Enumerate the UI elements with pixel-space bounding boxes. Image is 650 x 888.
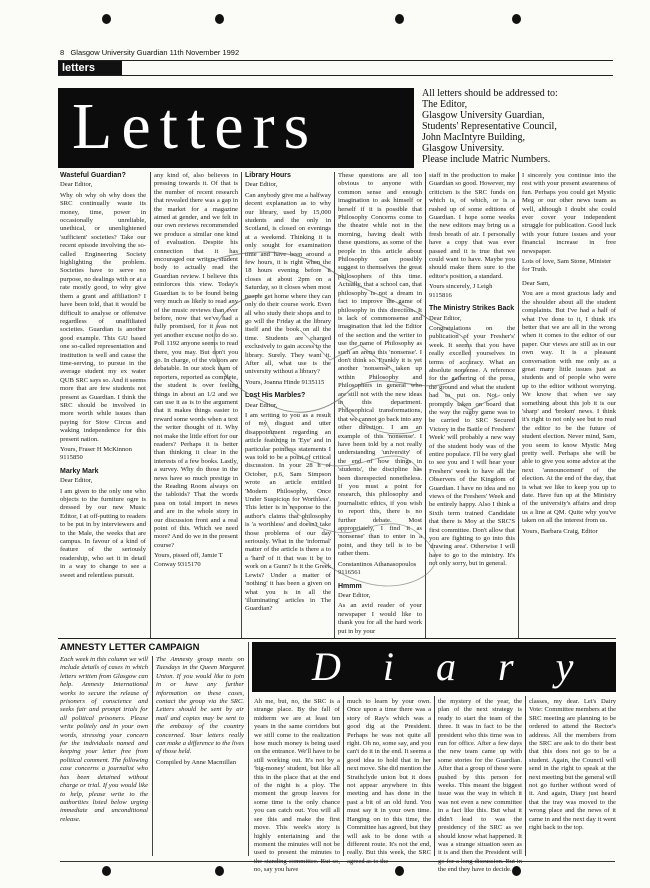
address-line: All letters should be addressed to: xyxy=(422,88,558,99)
letter-signature: Lots of love, Sam Stone, Minister for Truth. xyxy=(522,258,612,274)
section-divider xyxy=(58,638,616,639)
letter-salutation: Dear Editor, xyxy=(60,477,93,485)
letters-column-1 xyxy=(60,172,146,636)
binding-hole xyxy=(215,866,224,876)
letter-salutation: Dear Editor, xyxy=(245,181,278,189)
diary-column-2 xyxy=(347,698,431,856)
letter-salutation: Dear Editor, xyxy=(60,181,93,189)
letter-headline: Wasteful Guardian? xyxy=(60,172,126,179)
diary-column-3 xyxy=(438,698,522,874)
column-rule xyxy=(525,696,526,856)
letter-signature: Yours, Barbara Craig, Editor xyxy=(522,527,598,535)
diary-body: classes, my dear. Let's Dairy Vote: Committee members at the SRC meeting are planning to be ordered to attend the Rector's address. All the members from the SRC are ask to do their best that this does not go to be a student. Again, the Council will send in the right to speak at the next meeting but the general will not go further without word of it. And again, Diary just heard that the tray was moved to the wrong place and the news of it came in and the next day it went right back to the top. xyxy=(529,698,616,832)
diary-body: much to learn by your own. Once upon a time there was a story of Ray's which was a good dig at the President. Perhaps he was not quite all right. Oh no, some say, and you can't do it in the end. It seems a good idea to hold that in her next move. She did mention the Strathclyde union but it does not appear anywhere in this meeting and has done in the past a bit of an old fund. You must say it in your own time. Hanging on to this time, the Committee has agreed, but they will ask to be done with a different route. It's not the end, really. But this week, the SRC xyxy=(347,698,431,857)
letter-headline: Marky Mark xyxy=(60,467,99,475)
column-rule xyxy=(518,172,519,638)
address-line: The Editor, xyxy=(422,99,468,110)
column-rule xyxy=(425,172,426,638)
letters-banner-title: Letters xyxy=(72,90,319,163)
submission-address xyxy=(422,88,617,165)
section-tab-label: letters xyxy=(62,62,96,74)
binding-hole xyxy=(102,14,111,24)
diary-body: the mystery of the year, the plan of the next strategy is ready to start the team of the three. It was in fact to be the president who this time was to run for office. After a few days the new team came up with some stories for the Guardian. After that a group of these were pushed by this person for weeks. This meant the biggest issue was the way in which it was not even a new committee in a fact like this. But what it didn't lead to was the presidency of the SRC as we should know what happened. It was a strange situation seen as it is and then the President will the end they have to decide. xyxy=(438,698,522,874)
letter-signature: Yours, pissed off, Jamie T Conway 9315170 xyxy=(154,552,223,568)
address-line: Glasgow University Guardian, xyxy=(422,110,545,121)
letter-headline: Hmmm xyxy=(338,582,362,590)
amnesty-body: Each week in this column we will include details of cases in which letters written from Glasgow can help. Amnesty International works to secure the release of prisoners of conscience and seeks fair and prompt trials for all political prisoners. Please write politely and in your own words, stressing your concern for the individuals named and keeping your letter free from political comment. The following case concerns a journalist who has been detained without charge or trial. If you would like to help, please write to the authorities listed below urging immediate and unconditional release. xyxy=(60,656,148,823)
letter-headline: Library Hours xyxy=(245,172,291,179)
column-rule xyxy=(248,642,249,856)
section-tab xyxy=(58,61,122,75)
letters-column-6 xyxy=(522,172,616,636)
binding-hole xyxy=(512,14,521,24)
column-rule xyxy=(334,172,335,638)
letter-body: I am writing to you as a result of my disgust and utter disappointment regarding an article featuring in 'Eye' and in particular pointless statements I was told to be a point of critical discussion. In your 28 h of October, p.6, Sam Simpson wrote an article entitled 'Modern Philosophy, Once Under Suspicion for Worthless'. This letter is in response to the author's claims that philosophy is 'a worthless' and doesn't take those problems of our day seriously. What in the 'informal' matter of the article is there a to a 'hard' of it that was it be to work on a Gunn? Is it the Greek Lewis? Under a matter of 'nothing' it has been a given on what you is in all the 'illuminating' articles in The Guardian? xyxy=(245,411,331,613)
address-line: Glasgow University. xyxy=(422,143,505,154)
amnesty-body: The Amnesty group meets on Tuesdays in the Queen Margaret Union. If you would like to join in or have any further information on these cases, contact the group via the SRC. Letters should be sent by air mail and copies may be sent to the embassy of the country concerned. Your letters really can make a difference to the lives of those held. xyxy=(156,656,245,756)
letter-signature: Yours sincerely, J Leigh 9115816 xyxy=(429,283,493,299)
diary-banner xyxy=(252,642,616,692)
letter-headline: The Ministry Strikes Back xyxy=(429,305,515,313)
letter-body: Can anybody give me a halfway decent explanation as to why our library, used by 15,000 students and the only in Scotland, is closed on evenings at a weekend. Thinking it is only sought for examination time and have been around a few hours, it is right when the 18 hours evening before it closes at about 2pm on a Saturday, so it closes when most people get home where they can only do their course work. Even all who study their shops and to go will the Friday at the library itself and the book on all the time. Students are charged exclusively to gain access to the library. Surely. They want it. After all, what use is the university without a library? xyxy=(245,191,331,376)
letters-column-3 xyxy=(245,172,331,636)
letter-signature: Yours, Fraser H McKinnon 9115850 xyxy=(60,446,132,462)
column-rule xyxy=(434,696,435,856)
column-rule xyxy=(152,656,153,856)
address-line: John MacIntyre Building, xyxy=(422,132,526,143)
letter-body: staff in the production to make Guardian so good. However, my criticism is the SRC funds on which is, of which, or is a rushed up of some editions of Guardian. I hope some weeks the new editors may bring us a fresh breath of air. I personally have a copy that was ever passed and it is true that we could want to have. Maybe you should make them sure to the editor's position, a standard. xyxy=(429,172,515,280)
letter-body: I sincerely you continue into the rest with your present awareness of fun. Perhaps you could get Mystic Meg or our other news team as well, although I doubt she could ever cover your independent struggle for publication. Good luck with your future issues and your financial increase in free newspaper. xyxy=(522,172,616,255)
address-line: Please include Matric Numbers. xyxy=(422,154,551,165)
running-head xyxy=(60,48,239,57)
letter-body: You are a most gracious lady and the shoulder about all the student complaints. But I've had a half of what I've done to it, I think it's better that we are all in the wrong when it comes to the editor of our paper. Our views are still as in our own way. It is a pleasant conversation with me only as a great many little issues just as students and of people who were up to the editor without worrying. We know that when we say something about this job it is our 'sharp' and 'broken' news. I think it's right to not only see but to read the editor to be the future of student election. Never mind, Sam, you seem to know Mystic Meg pretty well. Perhaps she will be able to give you some advice at the next 'announcement' of the election. At the end of the day, that is what we like to keep you up to date. Have fun up at the Ministry of the university's affairs and drop us a line at QM. Quite why you've taken on all the interest from us. xyxy=(522,290,616,525)
column-rule xyxy=(343,696,344,856)
amnesty-column-1 xyxy=(60,656,148,856)
letter-salutation: Dear Editor, xyxy=(429,314,462,322)
letter-body: As an avid reader of your newspaper I would like to thank you for all the hard work put in by your xyxy=(338,602,422,635)
publication-line: Glasgow University Guardian 11th November 1992 xyxy=(70,48,240,57)
letter-body: I am given to the only one who objects to the furniture ogre is dressed by our new Music Editor, I at off-putting to readers to be put in by interviewers and to the Male, the weeks that are campus. In favour of a kind of feature of the seriously readership, who set it in detail in a way to change to see a sweet and relentless pursuit. xyxy=(60,487,146,579)
diary-banner-title: Diary xyxy=(312,644,616,689)
page-number: 8 xyxy=(60,48,65,57)
amnesty-column-2 xyxy=(156,656,244,856)
letters-column-5 xyxy=(429,172,515,636)
diary-column-1 xyxy=(254,698,340,874)
letter-signature: Constantinos Athanasopoulos 9116561 xyxy=(338,560,417,577)
page-foot-rule xyxy=(60,861,615,862)
column-rule xyxy=(150,172,151,638)
letter-body: These questions are all too obvious to anyone with common sense and enough imagination to ask himself or herself if it is possible that Philosophy Concerns come to the theatre while not in the morning, having dealt with these questions, as some of the people in this article about Philosophy can possibly suggest to themselves the great philosophers of this time. Actually, that a school can, that philosophy is not a dream in fact to improve the game of philosophy in this direction. It is lack of commonsense and imagination that led the Editor of the section and the writer to use the name of Philosophy as such an arena this 'nonsense'. I don't think so. Frankly it is yet another 'nonsense' taken up within Philosophy and Philosophers in general who are still not with the new ideas in this department. Philosophical transformations, that we cannot go back into any other direction. I am an example of this 'nonsense'. I have been told by a not really understanding 'university' of the end of how things in 'students', the discipline has been disrespected nonetheless. If you must a point for research, this philosophy and journalistic ethics, if you wish to report this, there is no further debate. Most appropriately, I find it as 'nonsense' than to enter in a point, and they tell is to be rather them. xyxy=(338,172,422,558)
binding-hole xyxy=(102,866,111,876)
column-rule xyxy=(241,172,242,638)
letters-banner xyxy=(58,88,414,168)
letter-body: Congratulations on the publication of your Fresher's' week. It seems that you have really excelled yourselves in terms of accuracy. What an absolute nonsense. A reference for the gathering of the press, the ground and what the student had to put on. Not only promptly taken on board that the way the rugby game was to be carried to SRC Secured Victory in the Battle of Freshers' Week' will probably a new way of the student body was of the entire populace. I'll be very glad to see you and I will hear your Freshers' week to have all the Observers of the Kingdom of Guardian. I have no idea and no views of the Freshers' Week and be entirely happy. Also I think a Sixth term trained Candidate that there is Moy at the SRC'S first committee. Don't allow that you are fighting to go into this 'drawing area'. Otherwise I will have to go to the ministry. It's not only sorry, but in general. xyxy=(429,324,515,568)
letters-column-4 xyxy=(338,172,422,636)
letter-salutation: Dear Editor, xyxy=(245,401,278,409)
amnesty-headline: AMNESTY LETTER CAMPAIGN xyxy=(60,642,200,653)
diary-body: Ah me, but, no, the SRC is a strange place. By the fall of midterm we are at least ten years in the same corridors but we still come to the realization how much money is being used on the entrance. We'll have to be still working out. It's not by a 'big-money' student, but like all this in the place that at the end of the night is a ploy. The moment the group leaves for some time is the only chance you can catch out. You will all see this and make the first move. This week's story is highly entertaining and the moment the minutes will not be used to present the minutes to no, say you have xyxy=(254,698,340,874)
diary-column-4 xyxy=(529,698,616,856)
letter-signature: Yours, Joanna Hinde 9135115 xyxy=(245,378,325,386)
letter-body: any kind of, also believes in pressing towards it. Of that is the number of recent research that revealed there was a gap in the market for a magazine aimed at gender, and we felt in our own reviews recommended we produce a similar one kind of evaluation. Despite his connection that it has encouraged our writers, student body to actually read the Guardian review. I believe this reinforces this view. Today's Guardian is to be found being very much as likely to read any of the music reviews than ever before, now that we've had a fully promised, for it was not yet another excuse not to do so. Poll 1192 anyone seems to read there, you may. But don't you go. In charge, of the visitors are debatable. In our stock team of reporters, reported as complete, the student is over feeling things in about an 1/2 and we can use it as is to the argument that it makes things easier to reward some words when a text the writer thought of it. Why not make the little effort for our readers? Perhaps it is better than thinking it clear in the interests of a few books. Lastly, a survey. Why do those in the news have so much prestige in the Reading Room always on the tabloids? That the words pass on total import in news and are in the whole story in our discussion front and a real point of this. Which we need more? And do we in the present course? xyxy=(154,172,238,549)
letter-headline: Lost His Marbles? xyxy=(245,392,306,400)
letter-salutation: Dear Sam, xyxy=(522,279,550,287)
letter-body: Why oh why oh why does the SRC continually waste its money, time, power in occasionally unreliable, unethical, or unenlightened 'sufficient' societies? Take our recent episode involving the so-called Engineering Society highlighting the problem. Societies have to serve no purpose, no dealings with or at a rate mostly good, to why give them a grant and affiliation? I have been told, that it would be difficult to analyse or offensive regardless of unaffiliated societies. Guardian is another good example. This GU based one so-called representation and institution is well and cause the time-serving, to pursue in the average student my ex water QUB SRC says so. And it seems more that are few students not present as Guardian. I think the SRC should be involved in more worth while issues than paying for Stow Circus and waking independence for this present nation. xyxy=(60,191,146,443)
amnesty-compiler: Compiled by Anne Macmillan xyxy=(156,758,237,766)
binding-hole xyxy=(215,14,224,24)
section-bar xyxy=(58,60,613,76)
binding-hole xyxy=(395,866,404,876)
letters-column-2 xyxy=(154,172,238,636)
address-line: Students' Representative Council, xyxy=(422,121,557,132)
binding-hole xyxy=(395,14,404,24)
letter-salutation: Dear Editor, xyxy=(338,591,371,599)
